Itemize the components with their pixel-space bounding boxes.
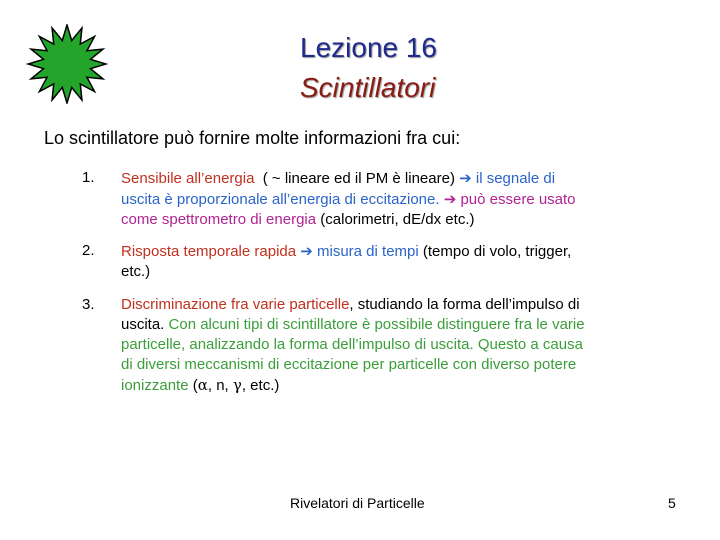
slide-subtitle: Scintillatori (300, 72, 436, 103)
text-run: ( ~ lineare ed il PM è lineare) (258, 170, 460, 187)
item-number: 2. (82, 242, 95, 259)
text-run: di diversi meccanismi di eccitazione per particelle con diverso potere (121, 356, 577, 373)
text-run: può essere usato (456, 191, 576, 208)
text-run: α (197, 376, 208, 394)
item-line (121, 189, 691, 210)
intro-text: Lo scintillatore può fornire molte informazioni fra cui: (44, 128, 461, 148)
text-run: come spettrometro di energia (121, 211, 317, 228)
item-line (121, 355, 691, 375)
item-number: 1. (82, 169, 95, 186)
item-number: 3. (82, 296, 95, 313)
item-line (121, 262, 691, 282)
slide-footer: Rivelatori di Particelle (290, 495, 425, 511)
list-item-2 (121, 241, 691, 282)
arrow-right-icon: ➔ (443, 190, 457, 208)
starburst-icon (26, 24, 108, 104)
arrow-right-icon: ➔ (459, 169, 472, 187)
item-line (121, 168, 691, 189)
text-run: γ (232, 376, 242, 394)
text-run: (tempo di volo, trigger, (418, 243, 572, 260)
slide-title: Lezione 16 (300, 32, 438, 63)
text-run: Sensibile all’energia (121, 170, 259, 187)
text-run: Discriminazione fra varie particelle (121, 296, 350, 313)
text-run: , etc.) (241, 377, 280, 394)
text-run: (calorimetri, dE/dx etc.) (316, 211, 475, 228)
list-item-3 (121, 295, 691, 396)
item-line (121, 315, 691, 335)
text-run: etc.) (121, 263, 151, 280)
text-run: misura di tempi (312, 243, 419, 260)
text-run: , n, (207, 377, 233, 394)
text-run: ( (192, 377, 198, 394)
page-number: 5 (668, 495, 676, 511)
list-item-1 (121, 168, 691, 230)
item-line (121, 241, 691, 262)
item-line (121, 210, 691, 230)
text-run: uscita. (121, 316, 169, 333)
text-run: , studiando la forma dell’impulso di (349, 296, 580, 313)
text-run: particelle, analizzando la forma dell’impulso di uscita. Questo a causa (121, 336, 583, 353)
text-run: uscita è proporzionale all’energia di eccitazione. (121, 191, 444, 208)
text-run: Risposta temporale rapida (121, 243, 301, 260)
text-run: il segnale di (471, 170, 556, 187)
item-line (121, 335, 691, 355)
item-line (121, 375, 691, 396)
text-run: ionizzante (121, 377, 193, 394)
item-line (121, 295, 691, 315)
arrow-right-icon: ➔ (300, 242, 313, 260)
text-run: Con alcuni tipi di scintillatore è possibile distinguere fra le varie (168, 316, 585, 333)
